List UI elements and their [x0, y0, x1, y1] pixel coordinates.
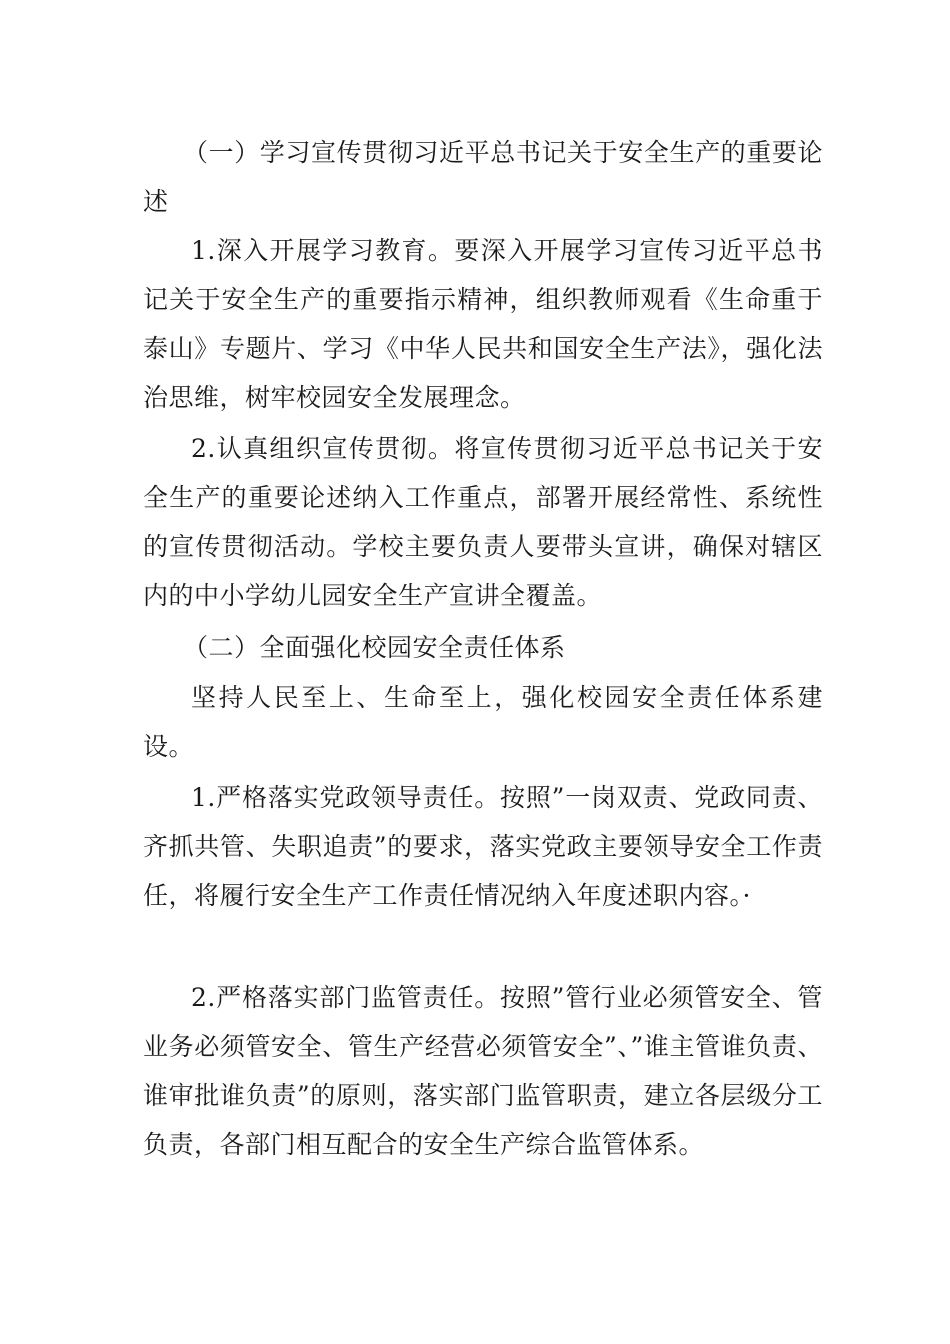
section-heading-2: （二）全面强化校园安全责任体系: [183, 633, 566, 662]
paragraph-intro-2: 坚持人民至上、生命至上，强化校园安全责任体系建设。: [143, 683, 823, 761]
paragraph-item-1-1: 1.深入开展学习教育。要深入开展学习宣传习近平总书记关于安全生产的重要指示精神，组织教师观看《生命重于泰山》专题片、学习《中华人民共和国安全生产法》，强化法治思维，树牢校园安全发展理念。: [143, 236, 823, 412]
paragraph-item-2-1: 1.严格落实党政领导责任。按照”一岗双责、党政同责、齐抓共管、失职追责”的要求，落实党政主要领导安全工作责任，将履行安全生产工作责任情况纳入年度述职内容。·: [143, 783, 823, 910]
paragraph-item-2-2: 2.严格落实部门监管责任。按照”管行业必须管安全、管业务必须管安全、管生产经营必须管安全”、”谁主管谁负责、谁审批谁负责”的原则，落实部门监管职责，建立各层级分工负责，各部门相互配合的安全生产综合监管体系。: [143, 983, 823, 1159]
paragraph-item-1-2: 2.认真组织宣传贯彻。将宣传贯彻习近平总书记关于安全生产的重要论述纳入工作重点，部署开展经常性、系统性的宣传贯彻活动。学校主要负责人要带头宣讲，确保对辖区内的中小学幼儿园安全生产宣讲全覆盖。: [143, 434, 823, 610]
section-heading-1: （一）学习宣传贯彻习近平总书记关于安全生产的重要论述: [143, 138, 823, 216]
